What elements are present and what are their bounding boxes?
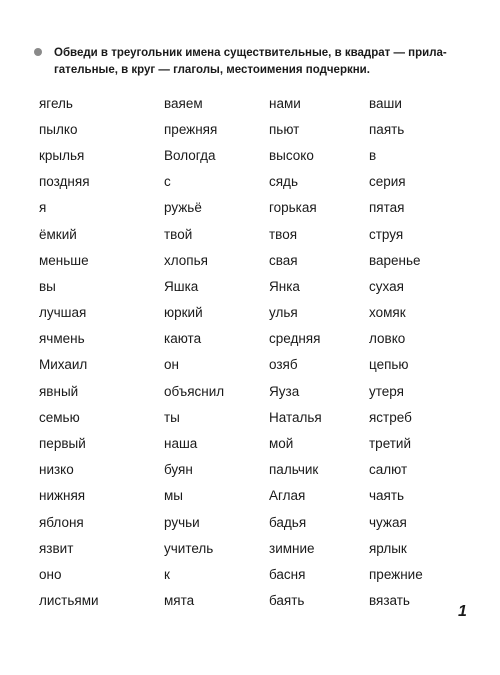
word-cell: сядь bbox=[269, 174, 298, 190]
page-number: 1 bbox=[458, 603, 467, 620]
word-cell: к bbox=[164, 566, 170, 582]
word-cell: первый bbox=[39, 436, 86, 452]
word-cell: горькая bbox=[269, 200, 317, 216]
word-cell: язвит bbox=[39, 540, 74, 556]
word-cell: учитель bbox=[164, 540, 214, 556]
word-cell: зимние bbox=[269, 540, 315, 556]
word-cell: басня bbox=[269, 566, 306, 582]
word-cell: ячмень bbox=[39, 331, 85, 347]
word-cell: чужая bbox=[369, 514, 407, 530]
word-cell: ястреб bbox=[369, 409, 412, 425]
word-cell: поздняя bbox=[39, 174, 90, 190]
word-cell: пятая bbox=[369, 200, 405, 216]
word-cell: нами bbox=[269, 95, 301, 111]
word-cell: хлопья bbox=[164, 252, 208, 268]
word-cell: лучшая bbox=[39, 305, 87, 321]
word-cell: ты bbox=[164, 409, 180, 425]
word-cell: ягель bbox=[39, 95, 73, 111]
word-cell: ярлык bbox=[369, 540, 407, 556]
word-cell: явный bbox=[39, 383, 79, 399]
word-cell: прежняя bbox=[164, 121, 218, 137]
word-cell: ручьи bbox=[164, 514, 200, 530]
word-cell: улья bbox=[269, 305, 298, 321]
word-cell: чаять bbox=[369, 488, 405, 504]
word-cell: Яшка bbox=[164, 278, 199, 294]
word-cell: меньше bbox=[39, 252, 89, 268]
word-cell: ловко bbox=[369, 331, 406, 347]
word-cell: объяснил bbox=[164, 383, 225, 399]
word-cell: салют bbox=[369, 462, 408, 478]
word-cell: с bbox=[164, 174, 171, 190]
word-cell: вы bbox=[39, 278, 56, 294]
word-cell: наша bbox=[164, 436, 198, 452]
word-cell: в bbox=[369, 147, 377, 163]
word-cell: крылья bbox=[39, 147, 85, 163]
word-cell: утеря bbox=[369, 383, 404, 399]
word-cell: озяб bbox=[269, 357, 298, 373]
word-cell: серия bbox=[369, 174, 406, 190]
word-cell: паять bbox=[369, 121, 405, 137]
word-cell: юркий bbox=[164, 305, 203, 321]
instruction-line-2: гательные, в круг — глаголы, местоимения подчеркни. bbox=[54, 64, 370, 76]
word-cell: каюта bbox=[164, 331, 202, 347]
word-cell: Вологда bbox=[164, 147, 216, 163]
word-cell: твой bbox=[164, 226, 193, 242]
word-cell: пальчик bbox=[269, 462, 319, 478]
word-cell: он bbox=[164, 357, 179, 373]
word-cell: цепью bbox=[369, 357, 409, 373]
word-cell: вязать bbox=[369, 593, 410, 609]
word-cell: ружьё bbox=[164, 200, 202, 216]
word-cell: мой bbox=[269, 436, 294, 452]
word-cell: низко bbox=[39, 462, 74, 478]
word-cell: прежние bbox=[369, 566, 423, 582]
word-cell: бадья bbox=[269, 514, 307, 530]
bullet-icon bbox=[34, 48, 42, 56]
word-cell: мы bbox=[164, 488, 183, 504]
word-cell: семью bbox=[39, 409, 80, 425]
word-cell: мята bbox=[164, 593, 195, 609]
word-cell: хомяк bbox=[369, 305, 406, 321]
word-cell: струя bbox=[369, 226, 404, 242]
word-cell: оно bbox=[39, 566, 62, 582]
word-cell: средняя bbox=[269, 331, 321, 347]
word-cell: пылко bbox=[39, 121, 78, 137]
word-cell: высоко bbox=[269, 147, 314, 163]
word-cell: ёмкий bbox=[39, 226, 77, 242]
word-cell: буян bbox=[164, 462, 193, 478]
word-cell: ваяем bbox=[164, 95, 203, 111]
word-cell: нижняя bbox=[39, 488, 86, 504]
word-cell: варенье bbox=[369, 252, 421, 268]
word-cell: Михаил bbox=[39, 357, 88, 373]
word-cell: Янка bbox=[269, 278, 300, 294]
word-cell: Яуза bbox=[269, 383, 300, 399]
task-instruction bbox=[34, 45, 454, 79]
word-grid bbox=[39, 90, 469, 614]
word-cell: Аглая bbox=[269, 488, 306, 504]
word-cell: баять bbox=[269, 593, 305, 609]
word-cell: твоя bbox=[269, 226, 298, 242]
instruction-line-1: Обведи в треугольник имена существительные, в квадрат — прила- bbox=[54, 47, 447, 59]
word-cell: сухая bbox=[369, 278, 404, 294]
word-cell: пьют bbox=[269, 121, 300, 137]
word-cell: яблоня bbox=[39, 514, 84, 530]
word-cell: ваши bbox=[369, 95, 402, 111]
word-cell: свая bbox=[269, 252, 298, 268]
word-cell: Наталья bbox=[269, 409, 322, 425]
word-cell: третий bbox=[369, 436, 412, 452]
word-cell: листьями bbox=[39, 593, 99, 609]
word-cell: я bbox=[39, 200, 47, 216]
